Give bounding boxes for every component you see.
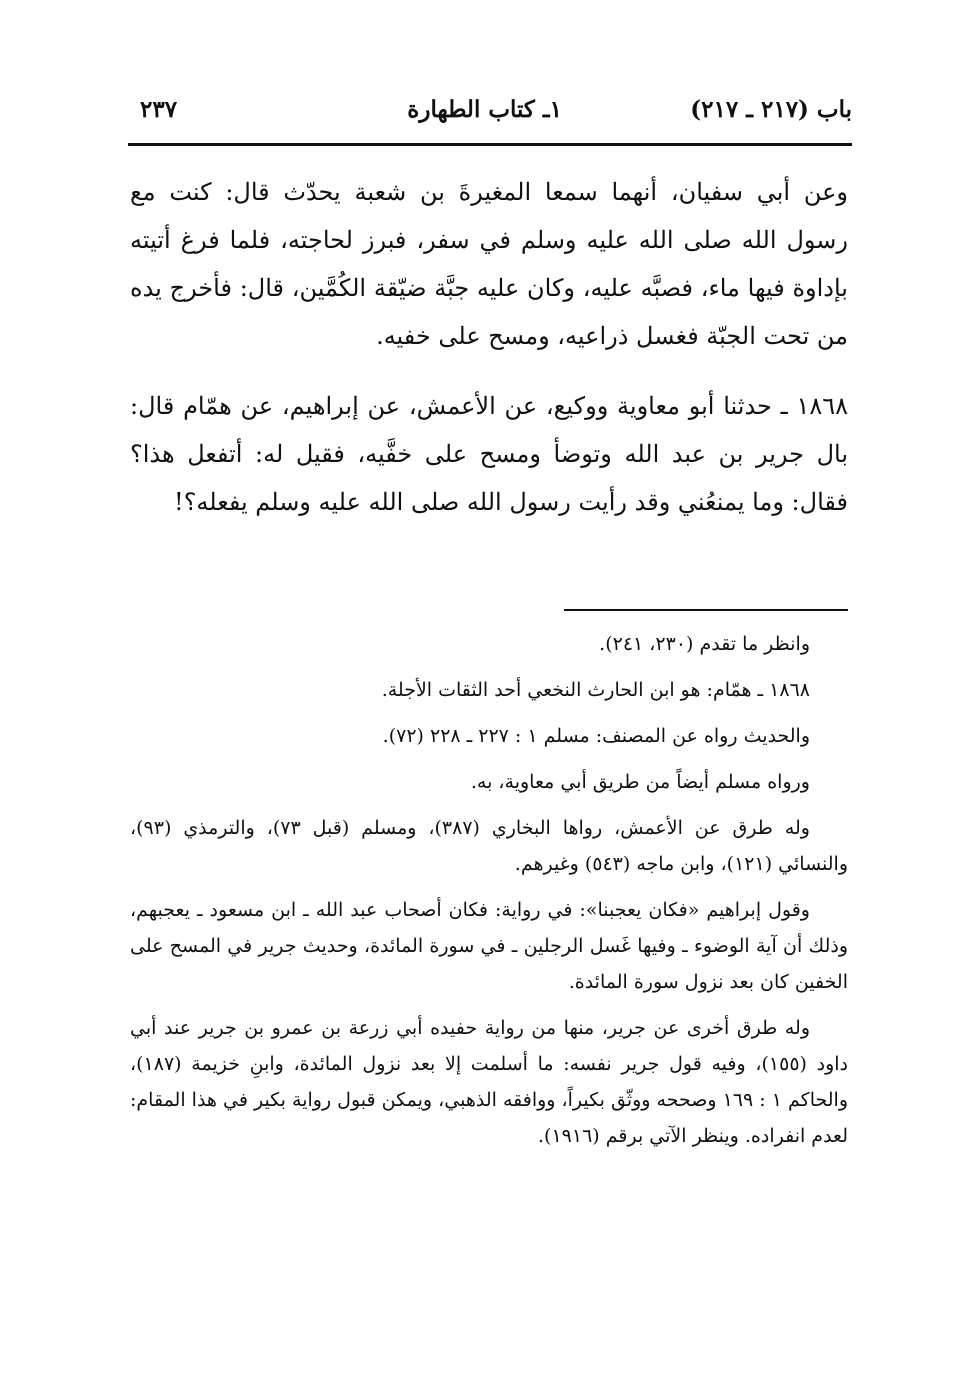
main-text [130, 168, 848, 526]
footnote-divider [564, 609, 848, 611]
footnotes [130, 626, 848, 1164]
hadith-1868: ١٨٦٨ ـ حدثنا أبو معاوية ووكيع، عن الأعمش، عن إبراهيم، عن همّام قال: بال جرير بن عبد الله وتوضأ ومسح على خفَّيه، فقيل له: أتفعل هذا؟ فقال: وما يمنعُني وقد رأيت رسول الله صلى الله عليه وسلم يفعله؟! [130, 392, 848, 516]
footnote-paragraph: وله طرق أخرى عن جرير، منها من رواية حفيده أبي زرعة بن عمرو بن جرير عند أبي داود (١٥٥)، وفيه قول جرير نفسه: ما أسلمت إلا بعد نزول المائدة، وابنِ خزيمة (١٨٧)، والحاكم ١ : ١٦٩ وصححه ووثّق بكيراً، ووافقه الذهبي، ويمكن قبول رواية بكير في هذا المقام: لعدم انفراده. وينظر الآتي برقم (١٩١٦). [130, 1017, 849, 1147]
running-header [130, 88, 852, 132]
header-divider [128, 143, 852, 146]
main-paragraph: وعن أبي سفيان، أنهما سمعا المغيرةَ بن شعبة يحدّث قال: كنت مع رسول الله صلى الله عليه وسلم في سفر، فبرز لحاجته، فلما فرغ أتيته بإداوة فيها ماء، فصبَّه عليه، وكان عليه جبَّة ضيّقة الكُمَّين، قال: فأخرج يده من تحت الجبّة فغسل ذراعيه، ومسح على خفيه. [130, 178, 848, 350]
page-number: ٢٣٧ [140, 96, 178, 123]
footnote-paragraph: وقول إبراهيم «فكان يعجبنا»: في رواية: فكان أصحاب عبد الله ـ ابن مسعود ـ يعجبهم، وذلك أن آية الوضوء ـ وفيها غَسل الرجلين ـ في سورة المائدة، وحديث جرير في المسح على الخفين كان بعد نزول سورة المائدة. [130, 899, 848, 993]
footnote-paragraph: ورواه مسلم أيضاً من طريق أبي معاوية، به. [470, 771, 810, 793]
footnote-paragraph: والحديث رواه عن المصنف: مسلم ١ : ٢٢٧ ـ ٢٢٨ (٧٢). [382, 725, 810, 747]
footnote-paragraph: وانظر ما تقدم (٢٣٠، ٢٤١). [599, 633, 810, 655]
footnote-paragraph: ١٨٦٨ ـ همّام: هو ابن الحارث النخعي أحد الثقات الأجلة. [381, 679, 810, 701]
footnote-paragraph: وله طرق عن الأعمش، رواها البخاري (٣٨٧)، ومسلم (قبل ٧٣)، والترمذي (٩٣)، والنسائي (١٢١)، وابن ماجه (٥٤٣) وغيرهم. [130, 817, 848, 875]
chapter-heading: باب (٢١٧ ـ ٢١٧) [690, 96, 852, 123]
book-title: ١ـ كتاب الطهارة [407, 96, 562, 123]
